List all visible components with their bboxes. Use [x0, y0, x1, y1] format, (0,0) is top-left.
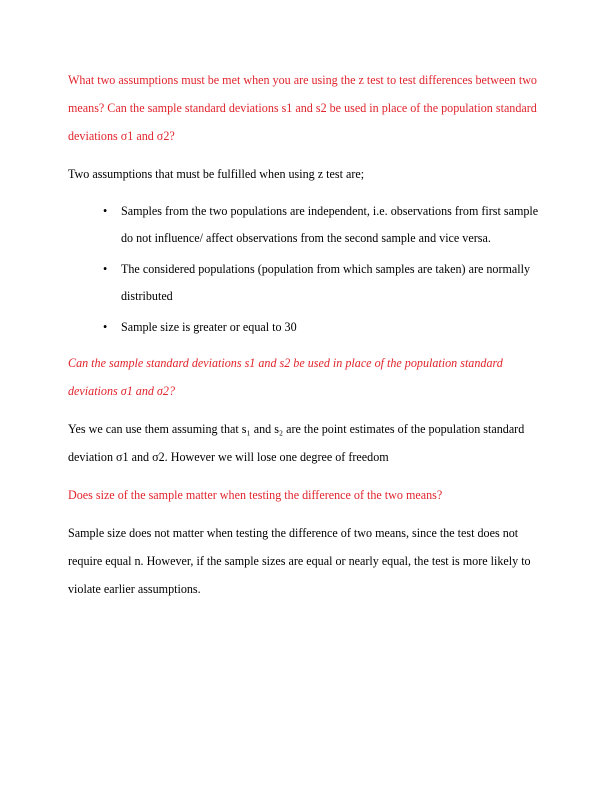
list-item-text: Samples from the two populations are independent, i.e. observations from first sample do not influence/ affect observations from the second sample and vice versa.	[121, 204, 539, 245]
answer-2-text: Yes we can use them assuming that s₁ and s₂ are the point estimates of the population standard deviation σ1 and σ2. However we will lose one degree of freedom	[68, 422, 525, 464]
bullet-icon: •	[103, 204, 108, 218]
list-item-text: The considered populations (population from which samples are taken) are normally distributed	[121, 262, 531, 303]
list-item	[68, 256, 546, 310]
list-item	[68, 314, 546, 341]
question-2-text: Can the sample standard deviations s1 and s2 be used in place of the population standard deviations σ1 and σ2?	[68, 356, 503, 398]
list-item-text: Sample size is greater or equal to 30	[121, 320, 297, 334]
bullet-icon: •	[103, 262, 108, 276]
answer-3-text: Sample size does not matter when testing the difference of two means, since the test does not require equal n. However, if the sample sizes are equal or nearly equal, the test is more likely to violate earlier assumptions.	[68, 526, 531, 596]
bullet-icon: •	[103, 320, 108, 334]
assumptions-bullet-list	[68, 198, 546, 341]
list-item	[68, 198, 546, 252]
question-3-text: Does size of the sample matter when testing the difference of the two means?	[68, 488, 443, 502]
question-1-text: What two assumptions must be met when you are using the z test to test differences between two means? Can the sample standard deviations s1 and s2 be used in place of the population standard deviations σ1 and σ2?	[68, 73, 537, 143]
answer-1-intro-text: Two assumptions that must be fulfilled when using z test are;	[68, 167, 365, 181]
